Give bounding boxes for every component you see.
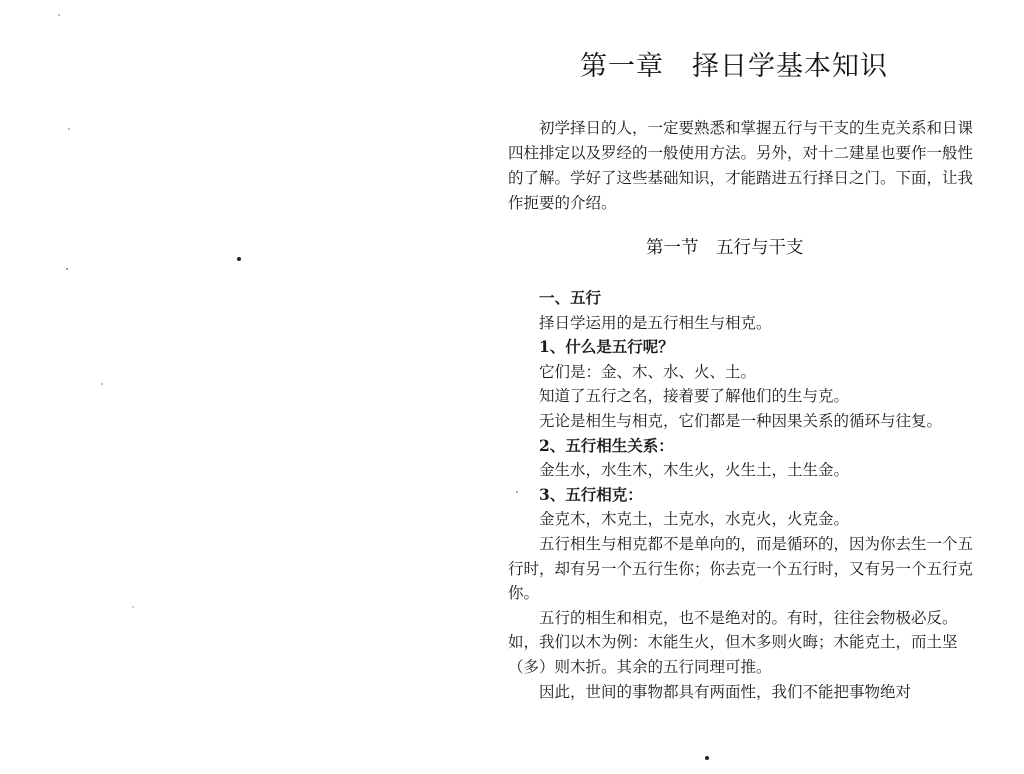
scan-speck bbox=[132, 606, 134, 608]
scan-speck bbox=[101, 383, 103, 385]
paragraph: 因此，世间的事物都具有两面性，我们不能把事物绝对 bbox=[539, 682, 912, 701]
scan-speck bbox=[516, 491, 518, 493]
subheading: 2、五行相生关系： bbox=[539, 435, 674, 455]
paragraph: 它们是：金、木、水、火、土。 bbox=[539, 362, 757, 381]
paragraph: 五行的相生和相克，也不是绝对的。有时，往往会物极必反。如，我们以木为例：木能生火，但木多则火晦；木能克土，而土坚（多）则木折。其余的五行同理可推。 bbox=[508, 608, 958, 676]
body-text bbox=[508, 286, 988, 704]
subheading: 一、五行 bbox=[539, 288, 602, 307]
subheading: 1、什么是五行呢？ bbox=[539, 337, 674, 357]
subheading: 3、五行相克： bbox=[539, 484, 643, 504]
paragraph: 金克木，木克土，土克水，水克火，火克金。 bbox=[539, 510, 850, 529]
scan-speck bbox=[66, 268, 68, 270]
paragraph: 知道了五行之名，接着要了解他们的生与克。 bbox=[539, 387, 850, 406]
paragraph: 金生水，水生木，木生火，火生土，土生金。 bbox=[539, 461, 850, 480]
scan-speck bbox=[705, 756, 709, 760]
scan-speck bbox=[237, 257, 241, 261]
chapter-title: 第一章 择日学基本知识 bbox=[580, 51, 888, 82]
paragraph: 无论是相生与相克，它们都是一种因果关系的循环与往复。 bbox=[539, 411, 943, 430]
scan-speck bbox=[68, 128, 70, 130]
left-page-blank bbox=[0, 0, 500, 774]
scan-speck bbox=[58, 14, 60, 16]
right-page bbox=[500, 0, 1024, 774]
intro-paragraph: 初学择日的人，一定要熟悉和掌握五行与干支的生克关系和日课四柱排定以及罗经的一般使用方法。另外，对十二建星也要作一般性的了解。学好了这些基础知识，才能踏进五行择日之门。下面，让我作扼要的介绍。 bbox=[508, 119, 974, 212]
paragraph: 五行相生与相克都不是单向的，而是循环的，因为你去生一个五行时，却有另一个五行生你；你去克一个五行时，又有另一个五行克你。 bbox=[508, 534, 974, 603]
section-title: 第一节 五行与干支 bbox=[646, 238, 804, 258]
paragraph: 择日学运用的是五行相生与相克。 bbox=[539, 313, 772, 332]
